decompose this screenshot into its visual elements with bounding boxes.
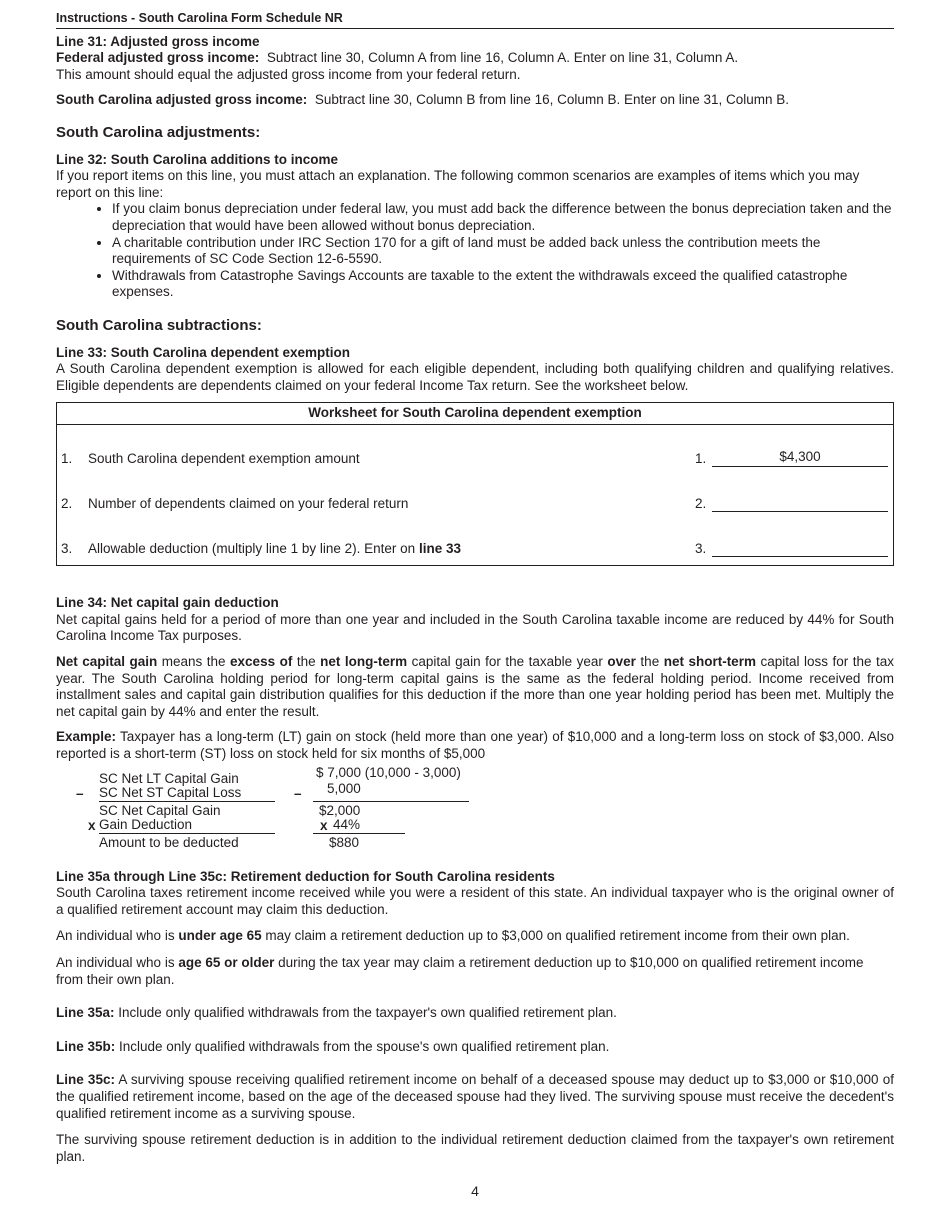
subtractions-heading: South Carolina subtractions:: [56, 316, 262, 334]
worksheet-row-1: [57, 451, 893, 469]
line35-under-65: [56, 928, 894, 945]
line34-example: [56, 729, 894, 762]
list-item: • A charitable contribution under IRC Section 170 for a gift of land must be added back unless the contribution meets the requirements of SC Code Section 12-6-5590.: [112, 235, 894, 268]
calc-lt-label: SC Net LT Capital Gain: [99, 770, 239, 786]
line35-paragraph-1: South Carolina taxes retirement income received while you were a resident of this state. An individual taxpayer who is the original owner of a qualified retirement account may claim this deduction.: [56, 885, 894, 917]
bold-term: over: [607, 654, 636, 670]
line34-paragraph-1: Net capital gains held for a period of more than one year and included in the South Carolina taxable income are reduced by 44% for South Carolina Income Tax purposes.: [56, 611, 894, 644]
calc-deduction-pct: 44%: [333, 816, 361, 832]
line35c-label: Line 35c:: [56, 1072, 115, 1088]
line31-heading: Line 31: Adjusted gross income: [56, 33, 260, 49]
calc-rule-4: [313, 833, 405, 834]
calc-amount-label: Amount to be deducted: [99, 834, 239, 850]
line32-heading: Line 32: South Carolina additions to income: [56, 151, 339, 167]
calc-net-label: SC Net Capital Gain: [99, 802, 221, 818]
text-run: capital loss for the tax year. The South Carolina holding period for long-term capital gains is the same as the federal holding period. Income received from installment sales and capital gain distribution qualifies for this deduction if the more than one year holding period has been met. Multiply the net capital gain by 44% and enter the result.: [56, 654, 894, 719]
line35-section: [56, 869, 894, 1166]
text-run: may claim a retirement deduction up to $3,000 on qualified retirement income from their own plan.: [261, 928, 850, 944]
text-run: means the: [157, 654, 231, 670]
line31-federal-label: Federal adjusted gross income:: [56, 50, 260, 66]
bold-term: net short-term: [663, 654, 756, 670]
bold-term: net long-term: [320, 654, 408, 670]
calc-st-value: 5,000: [327, 780, 361, 796]
worksheet-entry-line: [712, 511, 888, 512]
calc-net-value: $2,000: [319, 802, 361, 818]
calc-amount-value: $880: [329, 834, 360, 850]
worksheet-row-text-bold: line 33: [418, 541, 461, 557]
calc-rule-1: [99, 801, 275, 802]
worksheet-row-number: 1.: [61, 451, 73, 467]
line35b-label: Line 35b:: [56, 1038, 116, 1054]
bold-term: age 65 or older: [178, 955, 275, 970]
calc-rule-3: [99, 833, 275, 834]
line34-section: [56, 595, 894, 858]
dependent-exemption-worksheet: [56, 402, 894, 566]
line34-heading: Line 34: Net capital gain deduction: [56, 595, 279, 611]
list-item: • Withdrawals from Catastrophe Savings Accounts are taxable to the extent the withdrawals exceed the qualified catastrophe expenses.: [112, 268, 894, 301]
bold-term: Net capital gain: [56, 654, 158, 670]
line35a-label: Line 35a:: [56, 1005, 115, 1021]
adjustments-heading: South Carolina adjustments:: [56, 123, 261, 141]
worksheet-row-text: [88, 541, 461, 558]
line33-text: A South Carolina dependent exemption is allowed for each eligible dependent, including both qualifying children and qualifying relatives. Eligible dependents are dependents claimed on your federal Income Tax return. See the worksheet below.: [56, 361, 894, 393]
text-run: An individual who is: [56, 928, 179, 944]
worksheet-row-text: Number of dependents claimed on your federal return: [88, 496, 409, 512]
line31-federal-note: This amount should equal the adjusted gross income from your federal return.: [56, 66, 521, 82]
line32-section: [56, 152, 894, 301]
line31-sc-text: Subtract line 30, Column B from line 16, Column B. Enter on line 31, Column B.: [314, 92, 790, 108]
line35-heading: Line 35a through Line 35c: Retirement deduction for South Carolina residents: [56, 868, 555, 884]
line35b-text: Include only qualified withdrawals from the spouse's own qualified retirement plan.: [115, 1038, 610, 1054]
line35a-text: Include only qualified withdrawals from the taxpayer's own qualified retirement plan.: [114, 1005, 617, 1021]
example-text: Taxpayer has a long-term (LT) gain on stock (held more than one year) of $10,000 and a long-term loss on stock of $3,000. Also reported is a short-term (ST) loss on stock held for six months of $5,000: [56, 729, 894, 762]
page-header-title: Instructions - South Carolina Form Schedule NR: [56, 10, 894, 29]
calc-st-label: SC Net ST Capital Loss: [99, 784, 242, 800]
worksheet-line-number: 3.: [695, 541, 707, 557]
line35-surviving-spouse-note: The surviving spouse retirement deduction is in addition to the individual retirement deduction claimed from the taxpayer's own retirement plan.: [56, 1132, 894, 1164]
line31-federal-paragraph: [56, 50, 894, 67]
worksheet-entry-line: [712, 466, 888, 467]
calc-rule-2: [313, 801, 469, 802]
worksheet-entry-line: [712, 556, 888, 557]
line31-sc-paragraph: [56, 92, 894, 109]
example-label: Example:: [56, 729, 117, 745]
line33-section: [56, 345, 894, 395]
worksheet-line-number: 1.: [695, 451, 707, 467]
worksheet-row-text: South Carolina dependent exemption amount: [88, 451, 360, 467]
text-run: during the tax year may claim a retirement deduction up to $10,000 on qualified retirement income from their own plan.: [56, 955, 864, 987]
calc-lt-value: $ 7,000 (10,000 - 3,000): [316, 764, 461, 780]
worksheet-row-number: 2.: [61, 496, 73, 512]
text-run: capital gain for the taxable year: [407, 654, 608, 670]
calc-minus-sign-2: –: [294, 785, 302, 801]
worksheet-entry-value[interactable]: $4,300: [779, 449, 821, 465]
worksheet-title: Worksheet for South Carolina dependent exemption: [57, 403, 893, 425]
line34-paragraph-2: [56, 654, 894, 720]
worksheet-row-number: 3.: [61, 541, 73, 557]
worksheet-row-text-main: Allowable deduction (multiply line 1 by line 2). Enter on: [88, 541, 416, 557]
calc-minus-sign: –: [76, 785, 84, 801]
line31-section: [56, 34, 894, 109]
text-run: the: [292, 654, 321, 670]
line32-intro: If you report items on this line, you must attach an explanation. The following common scenarios are examples of items which you may report on this line:: [56, 168, 860, 200]
calc-times-sign-2: x: [320, 817, 328, 833]
text-run: An individual who is: [56, 955, 179, 970]
line31-federal-text: Subtract line 30, Column A from line 16, Column A. Enter on line 31, Column A.: [266, 50, 739, 66]
calc-times-sign: x: [88, 817, 96, 833]
line35c-text: A surviving spouse receiving qualified retirement income on behalf of a deceased spouse may deduct up to $3,000 or $10,000 of the qualified retirement income, based on the age of the deceased spouse had they lived. The surviving spouse must receive the decedent's qualified retirement income as a surviving spouse.: [56, 1072, 894, 1121]
list-item: • If you claim bonus depreciation under federal law, you must add back the difference between the bonus depreciation taken and the depreciation that would have been allowed without bonus depreciation.: [112, 201, 894, 234]
document-page: [56, 10, 894, 1165]
worksheet-line-number: 2.: [695, 496, 707, 512]
line35-65-or-older: [56, 955, 894, 988]
bold-term: under age 65: [178, 928, 262, 944]
bold-term: excess of: [230, 654, 293, 670]
worksheet-row-3: [57, 541, 893, 559]
capital-gain-calculation: [56, 764, 894, 859]
line35b-paragraph: [56, 1039, 894, 1056]
line35c-paragraph: [56, 1072, 894, 1122]
worksheet-row-2: [57, 496, 893, 514]
line35a-paragraph: [56, 1005, 894, 1022]
page-number: 4: [471, 1183, 479, 1199]
calc-deduction-label: Gain Deduction: [99, 816, 193, 832]
text-run: the: [635, 654, 664, 670]
line32-bullet-list: [56, 201, 894, 301]
line33-heading: Line 33: South Carolina dependent exemption: [56, 344, 351, 360]
line31-sc-label: South Carolina adjusted gross income:: [56, 92, 308, 108]
